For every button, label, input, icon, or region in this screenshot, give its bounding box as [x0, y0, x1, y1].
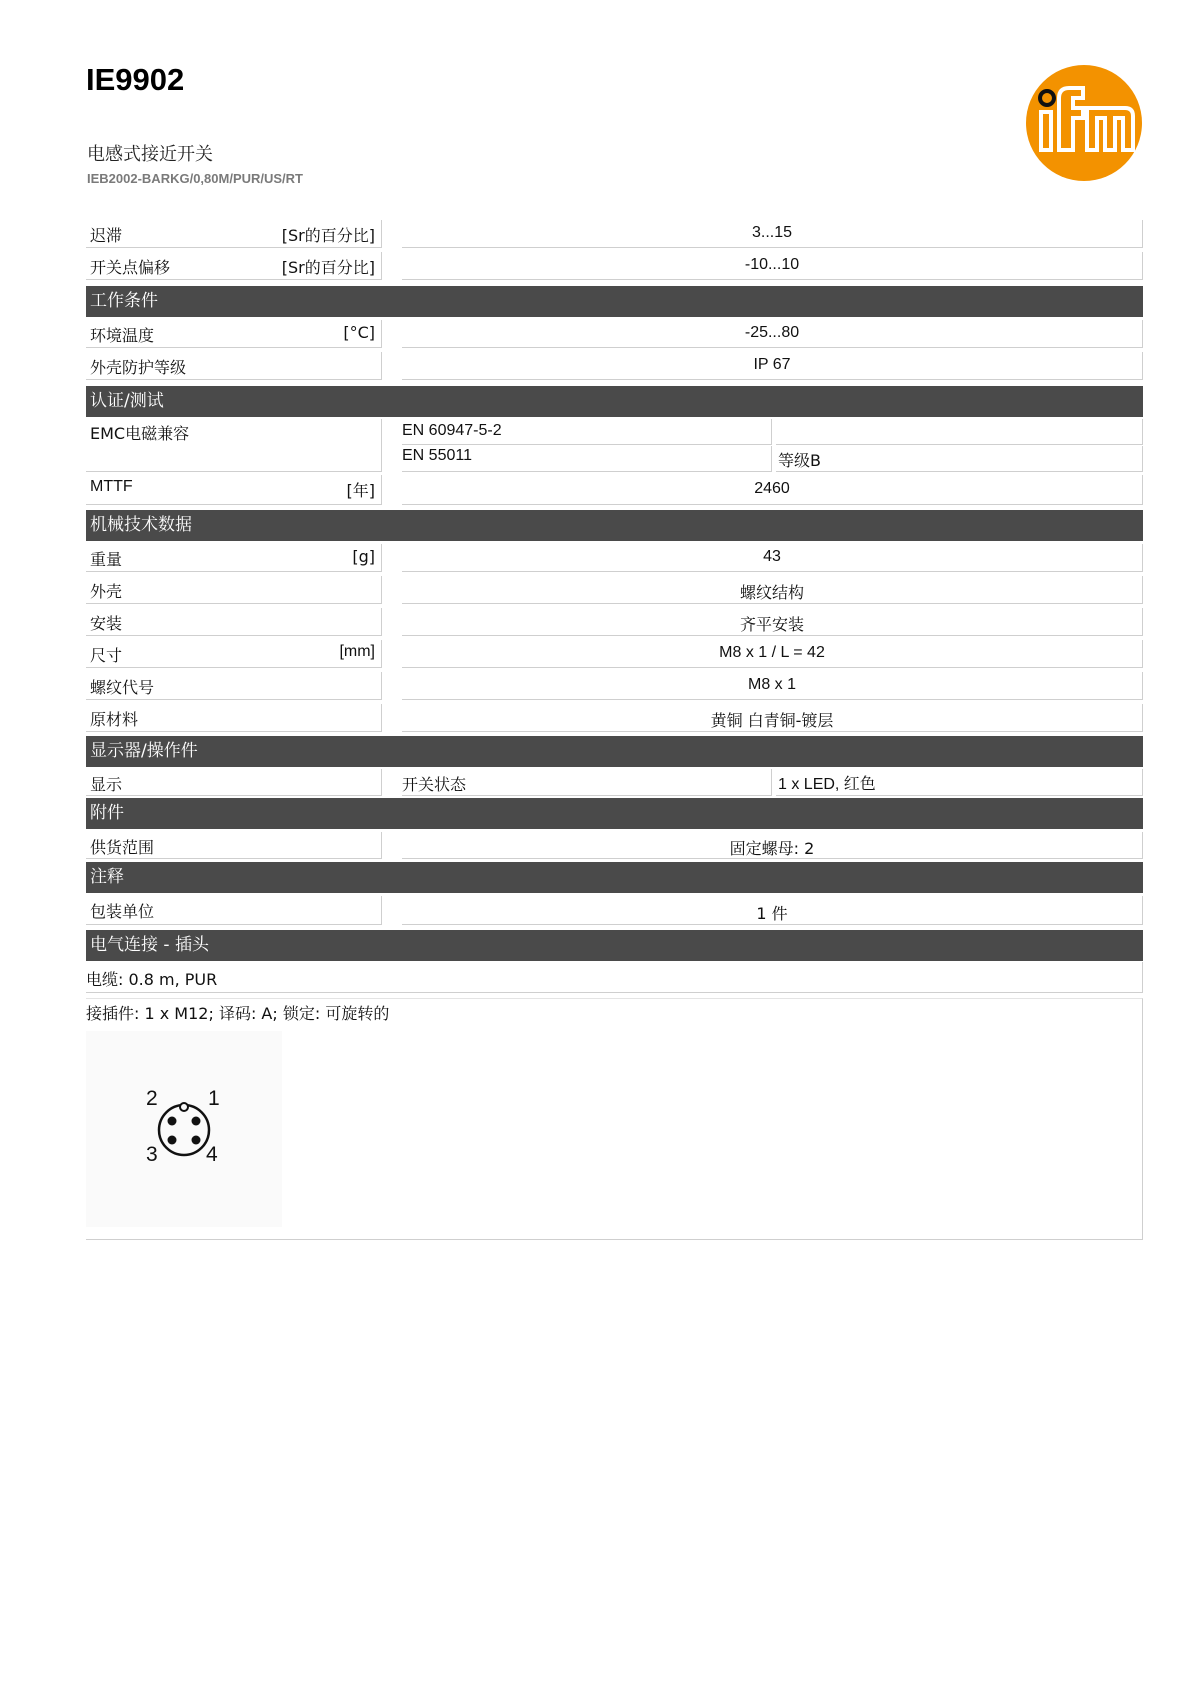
display-type: 开关状态 [402, 775, 467, 794]
spec-label: MTTF [90, 478, 133, 495]
spec-row-material [86, 704, 1143, 736]
spec-row-hysteresis [86, 220, 1143, 252]
spec-row-thread [86, 672, 1143, 704]
spec-label: 迟滞 [90, 226, 123, 245]
spec-label: 环境温度 [90, 326, 155, 345]
display-value: 1 x LED, 红色 [778, 776, 876, 793]
spec-label: 显示 [90, 775, 123, 794]
spec-label: 螺纹代号 [90, 678, 155, 697]
emc-standard-1: EN 60947-5-2 [402, 422, 502, 439]
spec-label: 供货范围 [90, 838, 155, 857]
pin-label-1: 1 [208, 1087, 220, 1110]
spec-label: 包装单位 [90, 902, 155, 921]
pin-label-4: 4 [206, 1143, 218, 1166]
cable-row [86, 962, 1143, 993]
spec-value: IP 67 [753, 356, 791, 373]
spec-unit: [Sr的百分比] [281, 226, 375, 245]
section-header-display: 显示器/操作件 [86, 736, 1143, 767]
spec-row-switch-offset [86, 252, 1143, 284]
spec-label: 重量 [90, 550, 123, 569]
spec-label: 原材料 [90, 710, 139, 729]
section-header-remarks: 注释 [86, 862, 1143, 893]
spec-unit: [mm] [339, 643, 375, 660]
spec-value: 齐平安装 [739, 615, 804, 634]
spec-row-housing [86, 576, 1143, 608]
ifm-logo [1025, 64, 1143, 182]
spec-value: 螺纹结构 [739, 583, 804, 602]
spec-label: 外壳 [90, 582, 123, 601]
connector-spec: 接插件: 1 x M12; 译码: A; 锁定: 可旋转的 [86, 1004, 390, 1023]
spec-value: -25...80 [744, 324, 800, 341]
connector-block [86, 998, 1143, 1240]
spec-value: M8 x 1 / L = 42 [719, 644, 825, 661]
section-header-electrical: 电气连接 - 插头 [86, 930, 1143, 961]
article-code: IEB2002-BARKG/0,80M/PUR/US/RT [87, 171, 303, 186]
spec-row-scope [86, 832, 1143, 862]
spec-value: 43 [763, 548, 781, 565]
spec-unit: [Sr的百分比] [281, 258, 375, 277]
spec-row-mounting [86, 608, 1143, 640]
spec-label: 开关点偏移 [90, 258, 171, 277]
connector-pin-diagram [86, 1031, 282, 1227]
spec-row-emc [86, 419, 1143, 475]
spec-value: 1 件 [756, 904, 788, 923]
spec-row-mttf [86, 475, 1143, 507]
emc-class: 等级B [778, 451, 821, 470]
spec-value: M8 x 1 [747, 676, 796, 693]
product-title: IE9902 [86, 62, 185, 97]
spec-row-packaging [86, 896, 1143, 928]
pin-layout-drawing [86, 1031, 282, 1227]
spec-row-protection [86, 352, 1143, 384]
section-header-mechanical: 机械技术数据 [86, 510, 1143, 541]
pin-label-2: 2 [146, 1087, 158, 1110]
spec-value: 2460 [754, 480, 790, 497]
spec-row-dimensions [86, 640, 1143, 672]
spec-row-display [86, 769, 1143, 799]
section-header-operating: 工作条件 [86, 286, 1143, 317]
product-subtitle: 电感式接近开关 [87, 144, 213, 165]
spec-row-weight [86, 544, 1143, 576]
section-header-accessories: 附件 [86, 798, 1143, 829]
spec-unit: [°C] [343, 323, 375, 342]
spec-value: -10...10 [744, 256, 800, 273]
spec-value: 黄铜 白青铜-镀层 [710, 711, 834, 730]
spec-unit: [年] [346, 481, 375, 500]
spec-value: 3...15 [751, 224, 793, 241]
spec-value: 固定螺母: 2 [729, 839, 815, 858]
spec-label: 安装 [90, 614, 123, 633]
cable-spec: 电缆: 0.8 m, PUR [86, 970, 218, 989]
spec-table [86, 220, 1143, 1166]
spec-label: 外壳防护等级 [90, 358, 187, 377]
spec-label: EMC电磁兼容 [90, 424, 190, 443]
spec-unit: [g] [352, 547, 375, 566]
section-header-approvals: 认证/测试 [86, 386, 1143, 417]
spec-row-ambient-temp [86, 320, 1143, 352]
spec-label: 尺寸 [90, 646, 123, 665]
pin-label-3: 3 [146, 1143, 158, 1166]
emc-standard-2: EN 55011 [402, 447, 472, 464]
